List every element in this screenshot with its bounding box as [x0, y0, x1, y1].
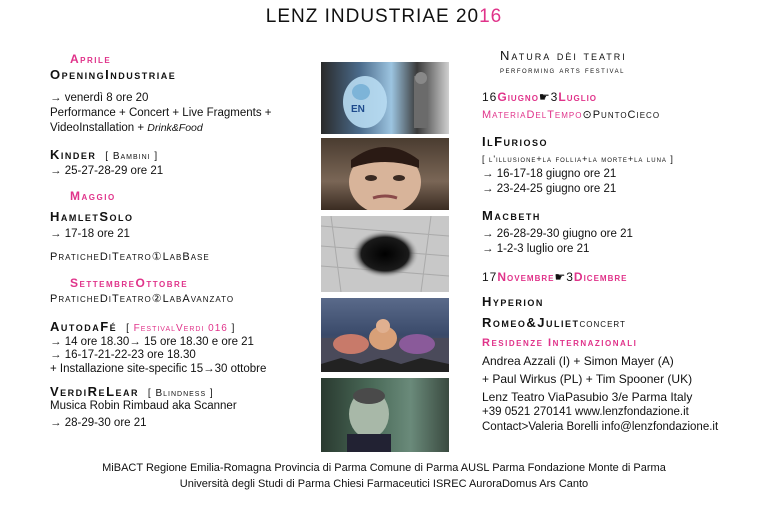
- event-macbeth: Macbeth: [482, 208, 541, 223]
- event-hyperion: Hyperion: [482, 294, 544, 309]
- autodafe-date-2: → 16-17-21-22-23 ore 18.30: [50, 349, 196, 361]
- macbeth-date-2: → 1-2-3 luglio ore 21: [482, 243, 590, 255]
- hamlet-dates: → 17-18 ore 21: [50, 228, 130, 240]
- page-title: LENZ INDUSTRIAE 2016: [265, 6, 503, 27]
- event-il-furioso: IlFurioso: [482, 134, 549, 149]
- pratiche-lab-avanzato: PraticheDiTeatro②LabAvanzato: [50, 293, 235, 305]
- event-autodafe: AutodaFé [ FestivalVerdi 016 ]: [50, 319, 236, 334]
- opening-desc-1: Performance + Concert + Live Fragments +: [50, 107, 272, 119]
- month-settembre-ottobre: SettembreOttobre: [70, 276, 189, 290]
- festival-subtitle: performing arts festival: [500, 66, 625, 75]
- kinder-dates: → 25-27-28-29 ore 21: [50, 165, 164, 177]
- autodafe-date-1: → 14 ore 18.30→ 15 ore 18.30 e ore 21: [50, 336, 254, 348]
- photo-opening: [321, 62, 449, 134]
- residenze-artists-1: Andrea Azzali (I) + Simon Mayer (A): [482, 354, 674, 368]
- event-hamletsolo: HamletSolo: [50, 209, 134, 224]
- sponsors-line-2: Università degli Studi di Parma Chiesi Farmaceutici ISREC AuroraDomus Ars Canto: [179, 478, 589, 490]
- svg-text:EN: EN: [351, 104, 365, 115]
- materia-del-tempo: MateriaDelTempo⊙PuntoCieco: [482, 109, 661, 121]
- photo-verdi: [321, 378, 449, 452]
- furioso-subtitle: [ l'illusione+la follia+la morte+la luna ]: [482, 154, 674, 164]
- dates-giugno-luglio: 16Giugno☛3Luglio: [482, 90, 598, 104]
- contact-email: Contact>Valeria Borelli info@lenzfondazione.it: [482, 421, 719, 433]
- furioso-date-2: → 23-24-25 giugno ore 21: [482, 183, 617, 195]
- event-opening-industriae: OpeningIndustriae: [50, 67, 177, 82]
- sponsors-line-1: MiBACT Regione Emilia-Romagna Provincia di Parma Comune di Parma AUSL Parma Fondazione Monte di Parma: [102, 462, 666, 474]
- opening-desc-2: VideoInstallation + Drink&Food: [50, 122, 203, 134]
- verdi-desc: Musica Robin Rimbaud aka Scanner: [50, 400, 237, 412]
- opening-date: → venerdì 8 ore 20: [50, 92, 149, 104]
- photo-autodafe: [321, 298, 449, 372]
- phone-website: +39 0521 270141 www.lenzfondazione.it: [482, 406, 689, 418]
- address: Lenz Teatro ViaPasubio 3/e Parma Italy: [482, 390, 693, 404]
- residenze-heading: Residenze Internazionali: [482, 337, 638, 349]
- furioso-date-1: → 16-17-18 giugno ore 21: [482, 168, 617, 180]
- month-maggio: Maggio: [70, 189, 116, 203]
- event-romeo-juliet: Romeo&Julietconcert: [482, 315, 626, 330]
- festival-title: Natura dèi teatri: [500, 48, 627, 63]
- pratiche-lab-base: PraticheDiTeatro①LabBase: [50, 251, 210, 263]
- autodafe-installation: + Installazione site-specific 15→30 ottobre: [50, 363, 267, 375]
- macbeth-date-1: → 26-28-29-30 giugno ore 21: [482, 228, 633, 240]
- photo-hamlet: [321, 216, 449, 292]
- photo-kinder: [321, 138, 449, 210]
- dates-novembre-dicembre: 17Novembre☛3Dicembre: [482, 270, 628, 284]
- event-verdirelear: VerdiReLear [ Blindness ]: [50, 384, 214, 399]
- residenze-artists-2: + Paul Wirkus (PL) + Tim Spooner (UK): [482, 372, 693, 386]
- event-kinder: Kinder [ Bambini ]: [50, 147, 159, 162]
- verdi-dates: → 28-29-30 ore 21: [50, 417, 147, 429]
- month-aprile: Aprile: [70, 52, 112, 66]
